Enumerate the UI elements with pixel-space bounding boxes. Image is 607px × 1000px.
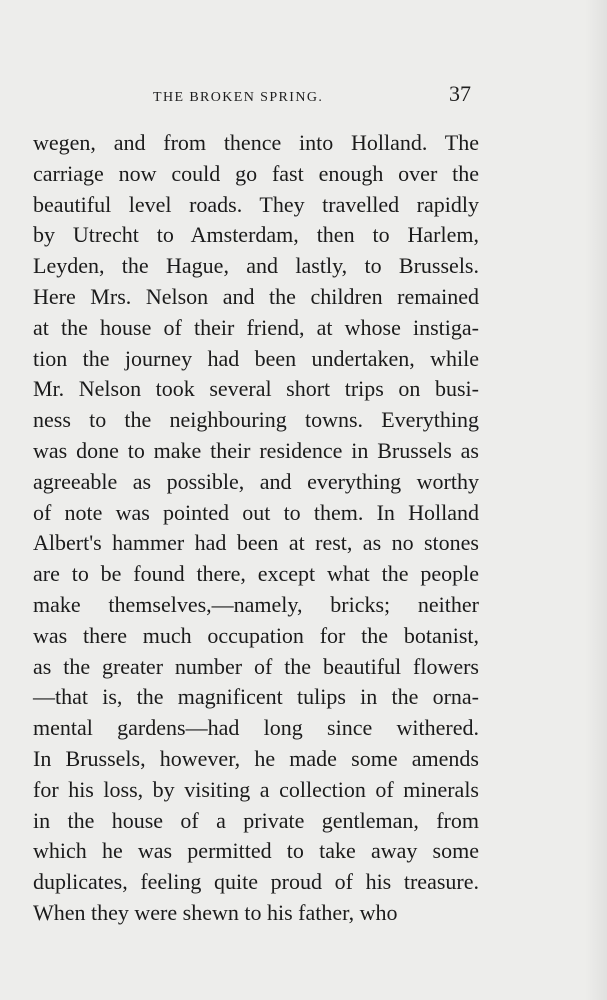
text-line: in the house of a private gentleman, from (33, 807, 479, 833)
text-line: are to be found there, except what the people (33, 561, 479, 587)
text-line: mental gardens—had long since withered. (33, 715, 479, 741)
text-line: ness to the neighbouring towns. Everything (33, 407, 479, 433)
text-line: agreeable as possible, and everything worthy (33, 468, 479, 494)
text-line: Albert's hammer had been at rest, as no stones (33, 530, 479, 556)
text-line: make themselves,—namely, bricks; neither (33, 591, 479, 617)
text-line: Here Mrs. Nelson and the children remained (33, 283, 479, 309)
running-header-title: THE BROKEN SPRING. (153, 90, 324, 105)
text-line: Mr. Nelson took several short trips on busi- (33, 376, 479, 402)
page-edge-shadow (585, 0, 607, 1000)
text-line: by Utrecht to Amsterdam, then to Harlem, (33, 222, 479, 248)
text-line: as the greater number of the beautiful flowers (33, 653, 479, 679)
page-number: 37 (449, 81, 471, 106)
text-line: In Brussels, however, he made some amends (33, 745, 479, 771)
text-line: carriage now could go fast enough over the (33, 160, 479, 186)
text-line: which he was permitted to take away some (33, 838, 479, 864)
text-line: of note was pointed out to them. In Holland (33, 499, 479, 525)
text-line: beautiful level roads. They travelled rapidly (33, 191, 479, 217)
text-line: was there much occupation for the botanist, (33, 622, 479, 648)
text-line: wegen, and from thence into Holland. The (33, 130, 479, 155)
text-line: duplicates, feeling quite proud of his treasure. (33, 869, 479, 895)
text-line: at the house of their friend, at whose instiga- (33, 314, 479, 340)
text-line: was done to make their residence in Brussels as (33, 437, 479, 463)
text-line: for his loss, by visiting a collection of minerals (33, 776, 479, 802)
body-text-block (33, 128, 479, 929)
text-line: tion the journey had been undertaken, while (33, 345, 479, 371)
text-line: Leyden, the Hague, and lastly, to Brussels. (33, 253, 479, 279)
text-line: When they were shewn to his father, who (33, 899, 398, 925)
text-line: —that is, the magnificent tulips in the orna- (33, 684, 479, 710)
